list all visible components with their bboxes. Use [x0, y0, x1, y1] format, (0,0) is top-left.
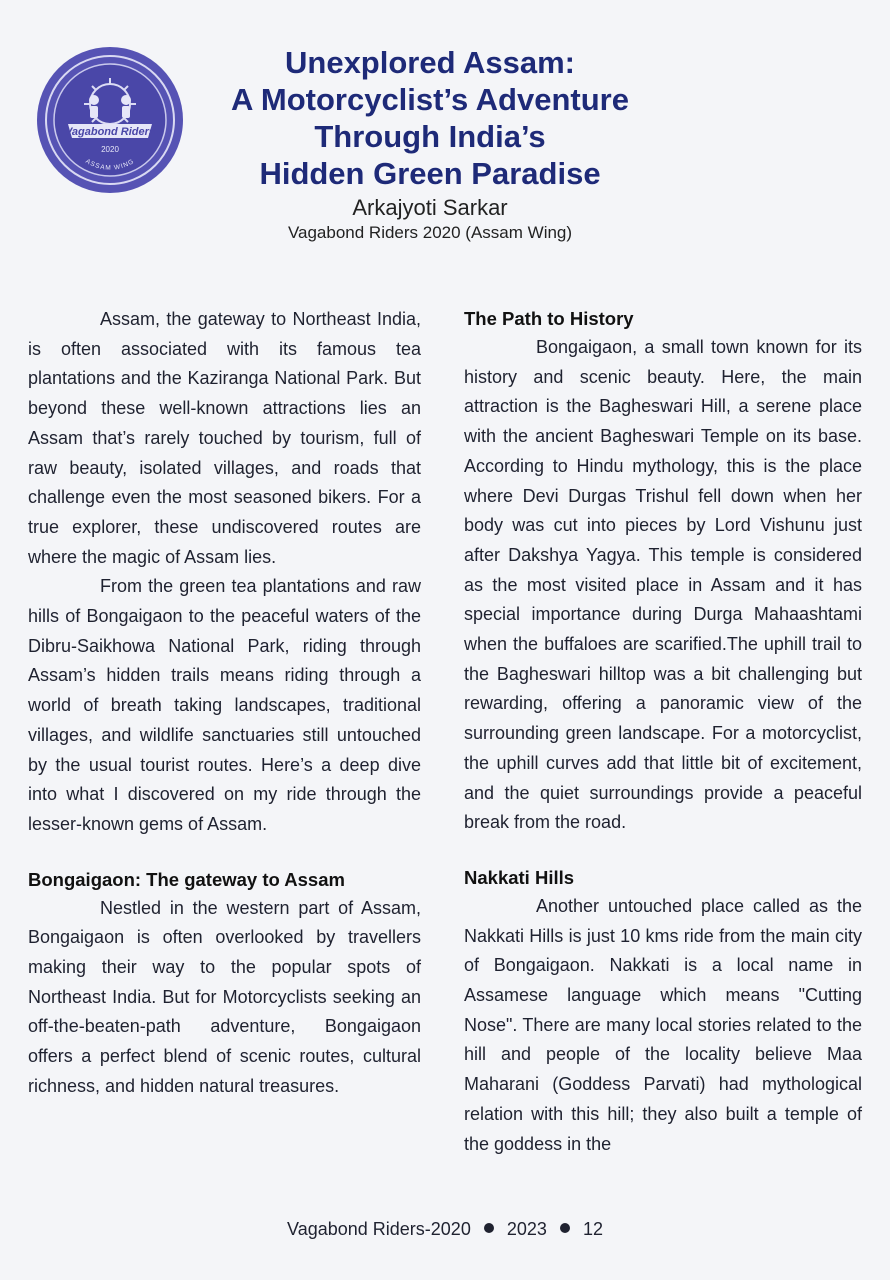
bongaigaon-paragraph: Nestled in the western part of Assam, Bongaigaon is often overlooked by travellers making their way to the popular spots of Northeast India. But for Motorcyclists seeking an off-the-beaten-path adventure, Bongaigaon offers a perfect blend of scenic routes, cultural richness, and hidden natural treasures.	[28, 897, 421, 1096]
left-column	[28, 305, 421, 1102]
footer-publication: Vagabond Riders-2020	[287, 1219, 471, 1239]
title-line-2: A Motorcyclist’s Adventure	[231, 82, 629, 117]
section-heading-path-to-history: The Path to History	[464, 308, 634, 329]
section-heading-nakkati-hills: Nakkati Hills	[464, 866, 575, 888]
page-number: 12	[582, 1219, 603, 1239]
vagabond-riders-logo	[34, 44, 186, 196]
title-line-4: Hidden Green Paradise	[259, 156, 601, 191]
intro-paragraph-2: From the green tea plantations and raw hills of Bongaigaon to the peaceful waters of the Dibru-Saikhowa National Park, riding through Assam’s hidden trails means riding through a world of breath taking landscapes, traditional villages, and wildlife sanctuaries still untouched by the usual tourist routes. Here’s a deep dive into what I discovered on my ride through the lesser-known gems of Assam.	[28, 576, 421, 834]
title-line-1: Unexplored Assam:	[285, 45, 575, 80]
author-name: Arkajyoti Sarkar	[352, 195, 508, 220]
logo-name-text: Vagabond Riders	[64, 126, 156, 138]
footer-year: 2023	[506, 1219, 547, 1239]
article-header	[195, 44, 665, 244]
author-affiliation: Vagabond Riders 2020 (Assam Wing)	[287, 223, 573, 242]
path-to-history-paragraph: Bongaigaon, a small town known for its history and scenic beauty. Here, the main attraction is the Bagheswari Hill, a serene place with the ancient Bagheswari Temple on its base. According to Hindu mythology, this is the place where Devi Durgas Trishul fell down when her body was cut into pieces by Lord Vishunu just after Dakshya Yagya. This temple is considered as the most visited place in Assam and it has special importance during Durga Mahaashtami when the buffaloes are scarified.The uphill trail to the Bagheswari hilltop was a bit challenging but rewarding, offering a panoramic view of the surrounding green landscape. For a motorcyclist, the uphill curves add that little bit of excitement, and the quiet surroundings provide a peaceful break from the road.	[464, 337, 862, 833]
right-column	[464, 305, 862, 1159]
page-footer	[0, 1219, 890, 1240]
intro-paragraph-1: Assam, the gateway to Northeast India, is often associated with its famous tea plantations and the Kaziranga National Park. But beyond these well-known attractions lies an Assam that’s rarely touched by tourism, full of raw beauty, isolated villages, and roads that challenge even the most seasoned bikers. For a true explorer, these undiscovered routes are where the magic of Assam lies.	[28, 309, 421, 567]
bullet-separator-icon	[484, 1223, 494, 1233]
logo-year-text: 2020	[101, 145, 119, 154]
nakkati-hills-paragraph: Another untouched place called as the Nakkati Hills is just 10 kms ride from the main city of Bongaigaon. Nakkati is a local name in Assamese language which means "Cutting Nose". There are many local stories related to the hill and people of the locality believe Maa Maharani (Goddess Parvati) had mythological relation with this hill; they also built a temple of the goddess in the	[464, 895, 862, 1154]
title-line-3: Through India’s	[314, 119, 546, 154]
section-heading-bongaigaon: Bongaigaon: The gateway to Assam	[28, 868, 345, 890]
bullet-separator-icon	[560, 1223, 570, 1233]
logo-tagline-text: ASSAM WING	[84, 157, 136, 172]
